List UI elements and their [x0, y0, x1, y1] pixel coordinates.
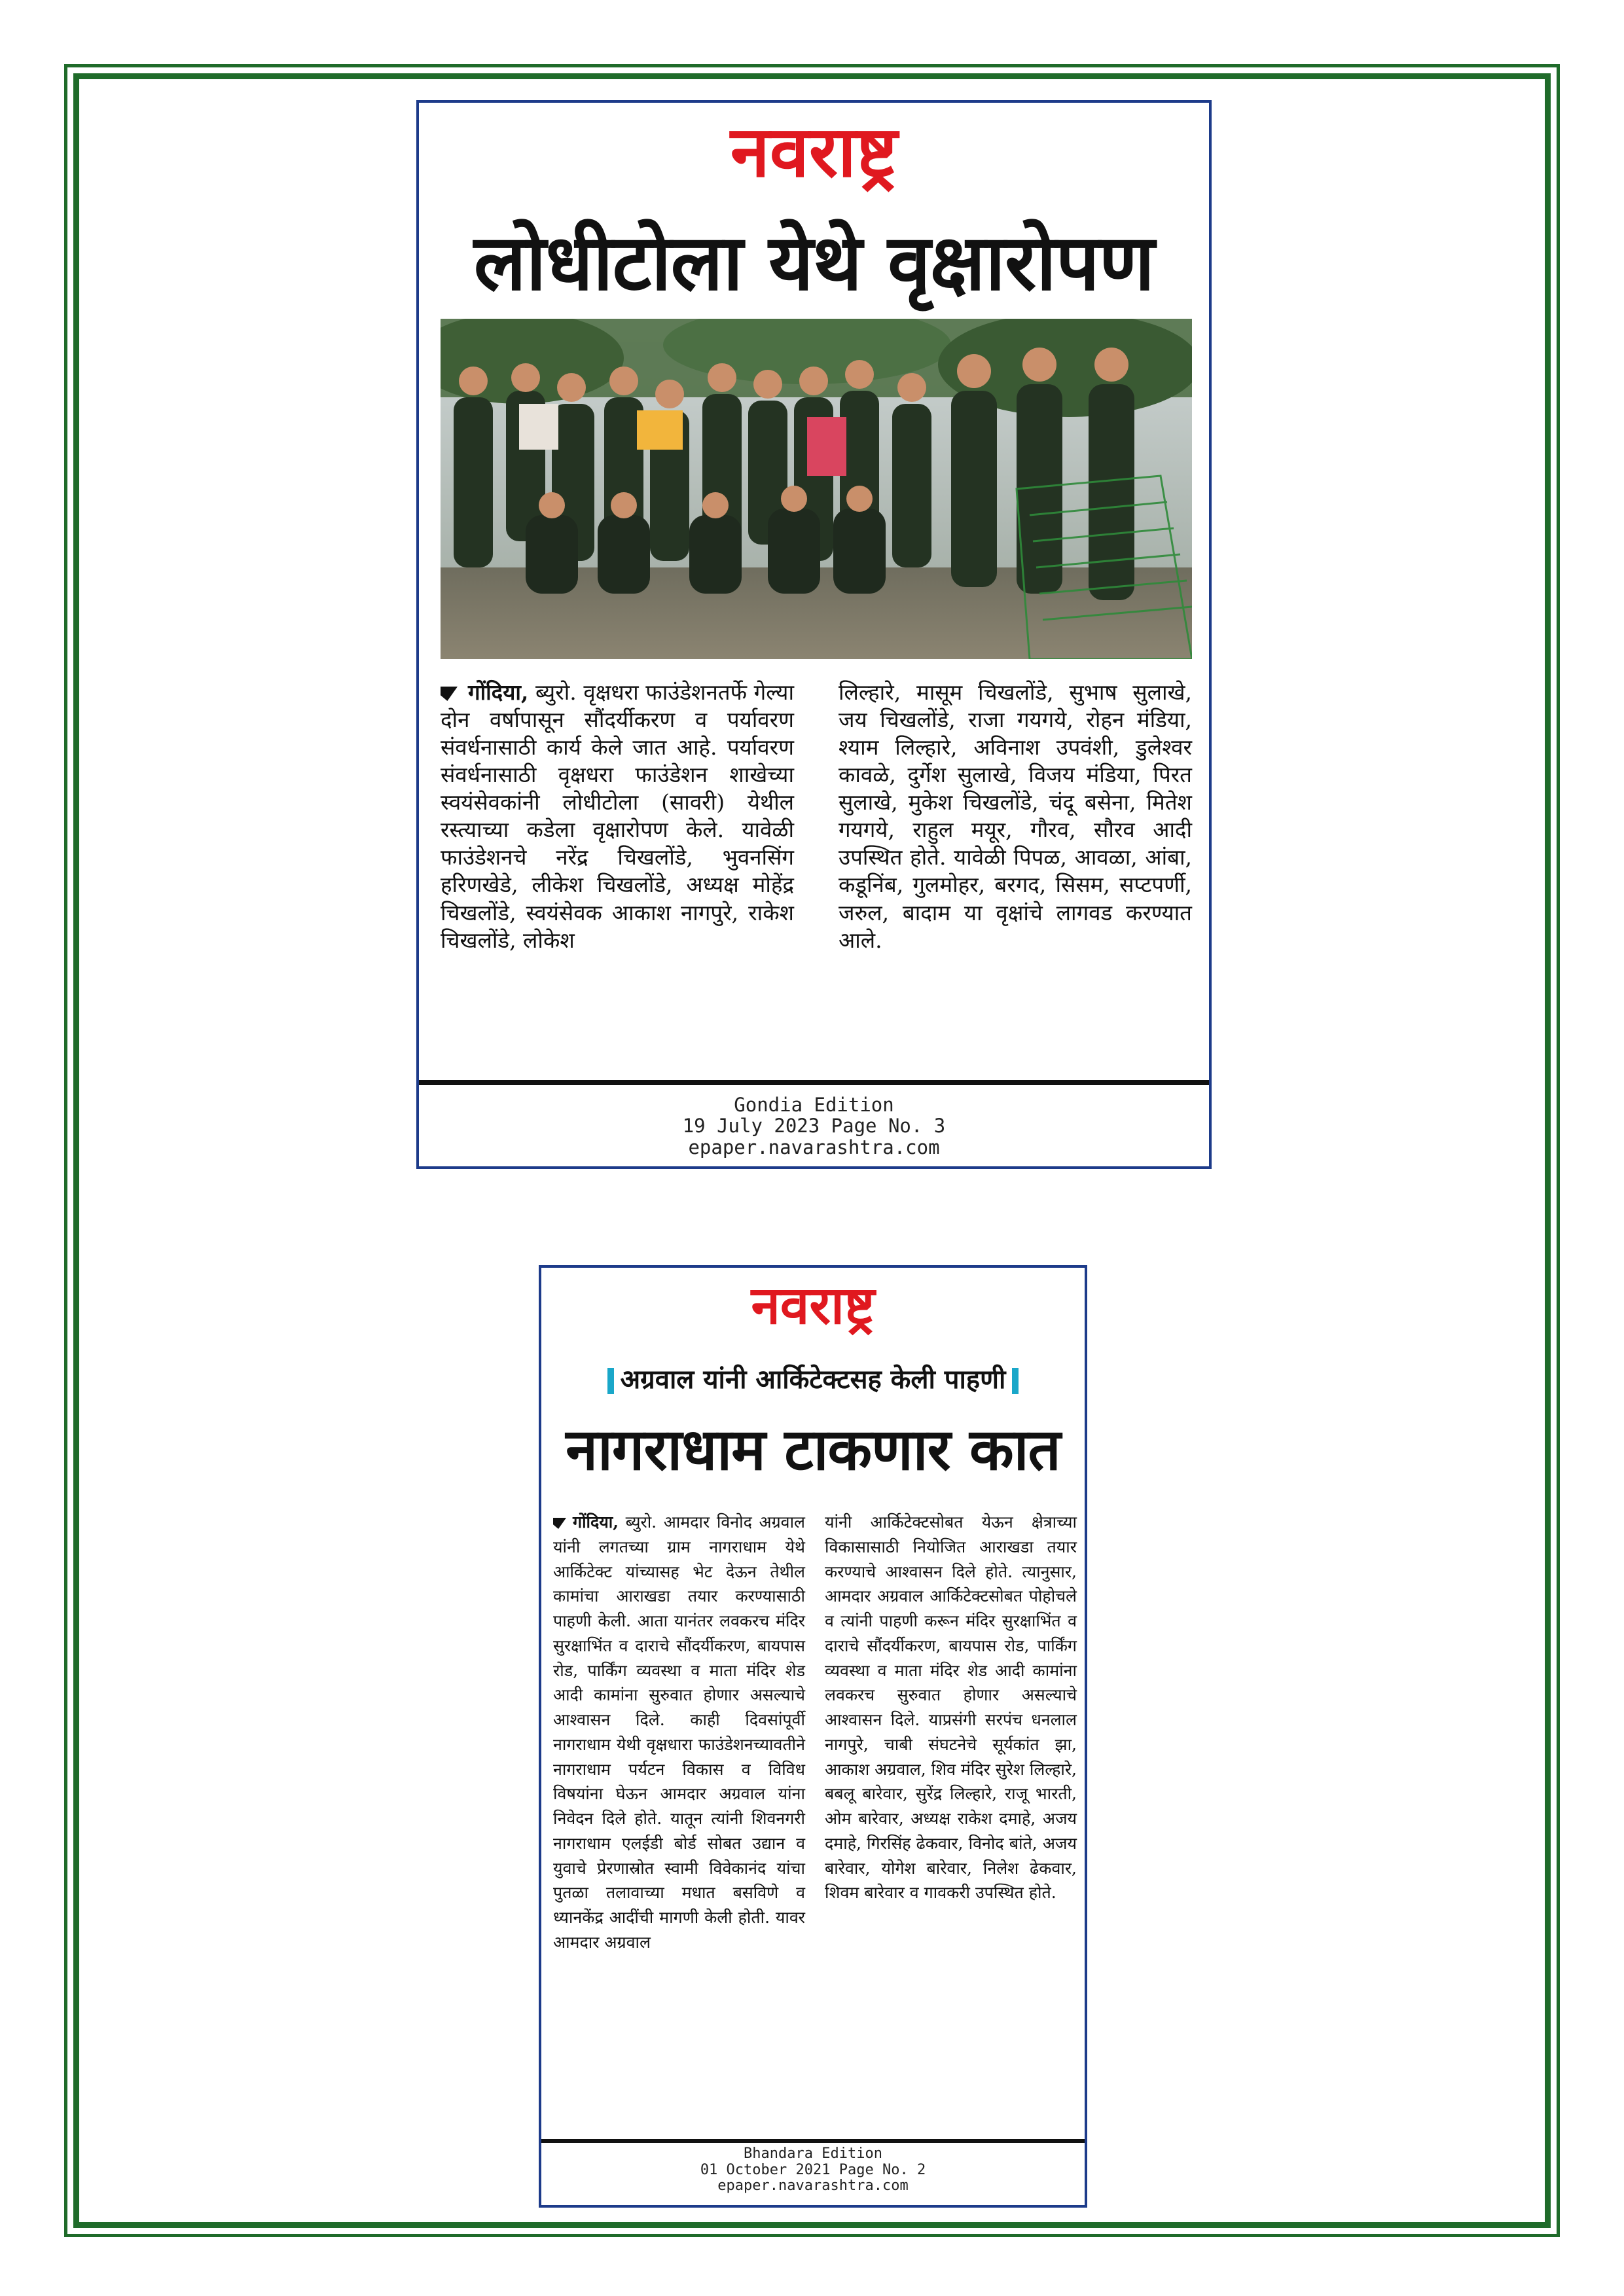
edition-name: Gondia Edition — [734, 1094, 894, 1116]
edition-url: epaper.navarashtra.com — [688, 1136, 940, 1158]
article-column-1 — [553, 1510, 805, 2099]
kicker-heading — [541, 1364, 1085, 1395]
group-photo-icon — [441, 319, 1192, 659]
news-clipping-1 — [416, 100, 1212, 1169]
article-column-2 — [825, 1510, 1077, 2099]
footer-divider — [541, 2139, 1085, 2143]
edition-name: Bhandara Edition — [744, 2145, 882, 2162]
edition-url: epaper.navarashtra.com — [717, 2178, 909, 2195]
article-text: यांनी आर्किटेक्टसोबत येऊन क्षेत्राच्या विकासासाठी नियोजित आराखडा तयार करण्याचे आश्वासन दिले होते. त्यानुसार, आमदार अग्रवाल आर्किटेक्टसोबत पोहोचले व त्यांनी पाहणी करून मंदिर सुरक्षाभिंत व दाराचे सौंदर्यीकरण, बायपास रोड, पार्किंग व्यवस्था व माता मंदिर शेड आदी कामांना लवकरच सुरुवात होणार असल्याचे आश्वासन दिले. याप्रसंगी सरपंच धनलाल नागपुरे, चाबी संघटनेचे सूर्यकांत झा, आकाश अग्रवाल, शिव मंदिर सुरेश लिल्हारे, बबलू बारेवार, सुरेंद्र लिल्हारे, राजू भारती, ओम बारेवार, अध्यक्ष राकेश दमाहे, अजय दमाहे, गिरसिंह ढेकवार, विनोद बांते, अजय बारेवार, योगेश बारेवार, निलेश ढेकवार, शिवम बारेवार व गावकरी उपस्थित होते. — [825, 1513, 1077, 1903]
masthead-logo: नवराष्ट्र — [751, 1275, 875, 1336]
article-text: लिल्हारे, मासूम चिखलोंडे, सुभाष सुलाखे, जय चिखलोंडे, राजा गयगये, रोहन मंडिया, श्याम लिल्हारे, अविनाश उपवंशी, डुलेश्वर कावळे, दुर्गेश सुलाखे, विजय मंडिया, पिरत सुलाखे, मुकेश चिखलोंडे, चंदू बसेना, मितेश गयगये, राहुल मयूर, गौरव, सौरव आदी उपस्थित होते. यावेळी पिपळ, आवळा, आंबा, कडूनिंब, गुलमोहर, बरगद, सिसम, सप्टपर्णी, जरुल, बादाम या वृक्षांचे लागवड करण्यात आले. — [839, 679, 1192, 953]
kicker-text: अग्रवाल यांनी आर्किटेक्टसह केली पाहणी — [620, 1365, 1006, 1395]
headline: नागराधाम टाकणार कात — [566, 1416, 1060, 1483]
headline: लोधीटोला येथे वृक्षारोपण — [473, 217, 1155, 308]
section-marker-icon — [553, 1518, 566, 1529]
section-marker-icon — [441, 687, 458, 701]
edition-footer — [541, 2146, 1085, 2195]
news-clipping-2 — [539, 1265, 1087, 2208]
footer-divider — [419, 1080, 1209, 1085]
edition-footer — [419, 1094, 1209, 1158]
masthead-logo: नवराष्ट्र — [730, 111, 898, 193]
article-text: ब्युरो. वृक्षधरा फाउंडेशनतर्फे गेल्या दोन वर्षापासून सौंदर्यीकरण व पर्यावरण संवर्धनासाठी कार्य केले जात आहे. पर्यावरण संवर्धनासाठी वृक्षधरा फाउंडेशन शाखेच्या स्वयंसेवकांनी लोधीटोला (सावरी) येथील रस्त्याच्या कडेला वृक्षारोपण केले. यावेळी फाउंडेशनचे नरेंद्र चिखलोंडे, भुवनसिंग हरिणखेडे, लीकेश चिखलोंडे, अध्यक्ष मोहेंद्र चिखलोंडे, स्वयंसेवक आकाश नागपुरे, राकेश चिखलोंडे, लोकेश — [441, 679, 794, 953]
dateline: गोंदिया, — [573, 1513, 619, 1532]
article-text: ब्युरो. आमदार विनोद अग्रवाल यांनी लगतच्या ग्राम नागराधाम येथे आर्किटेक्ट यांच्यासह भेट देऊन तेथील कामांचा आराखडा तयार करण्यासाठी पाहणी केली. आता यानंतर लवकरच मंदिर सुरक्षाभिंत व दाराचे सौंदर्यीकरण, बायपास रोड, पार्किंग व्यवस्था व माता मंदिर शेड आदी कामांना सुरुवात होणार असल्याचे आश्वासन दिले. काही दिवसांपूर्वी नागराधाम येथी वृक्षधारा फाउंडेशनच्यावतीने नागराधाम पर्यटन विकास व विविध विषयांना घेऊन आमदार अग्रवाल यांना निवेदन दिले होते. यातून त्यांनी शिवनगरी नागराधाम एलईडी बोर्ड सोबत उद्यान व युवाचे प्रेरणास्रोत स्वामी विवेकानंद यांचा पुतळा तलावाच्या मधात बसविणे व ध्यानकेंद्र आदींची मागणी केली होती. यावर आमदार अग्रवाल — [553, 1513, 805, 1952]
article-body — [553, 1510, 1077, 2099]
kicker-bar-left-icon — [607, 1368, 614, 1394]
kicker-bar-right-icon — [1012, 1368, 1019, 1394]
dateline: गोंदिया, — [468, 679, 529, 705]
edition-date-page: 19 July 2023 Page No. 3 — [682, 1115, 946, 1138]
edition-date-page: 01 October 2021 Page No. 2 — [700, 2161, 926, 2178]
